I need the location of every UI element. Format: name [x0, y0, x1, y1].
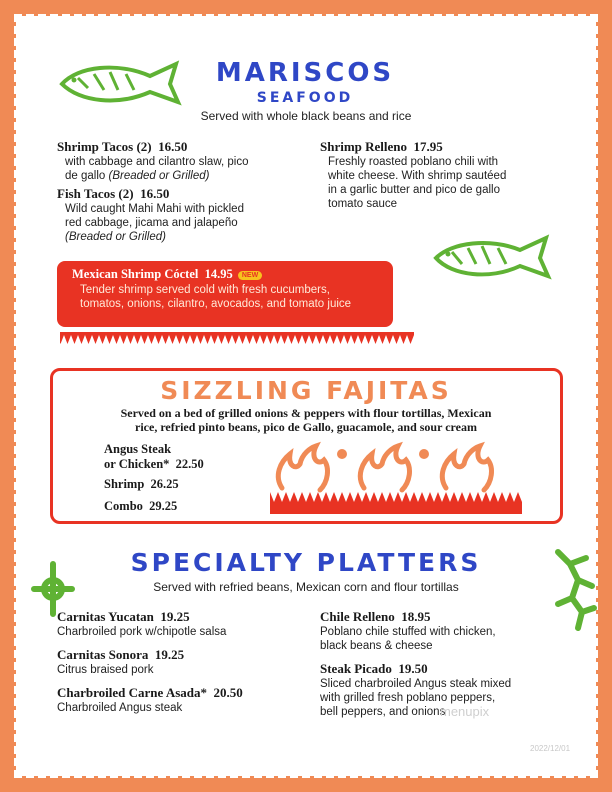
menu-item-shrimp-tacos — [57, 139, 248, 183]
item-price: 19.50 — [398, 661, 428, 676]
section-subtitle-seafood: SEAFOOD — [256, 90, 354, 106]
item-price: 17.95 — [413, 139, 443, 154]
item-note: (Breaded or Grilled) — [65, 231, 166, 243]
watermark: menupix — [440, 704, 490, 719]
item-name-2: or Chicken* — [104, 457, 170, 471]
item-name: Carnitas Yucatan — [57, 609, 154, 624]
item-name: Fish Tacos (2) — [57, 186, 134, 201]
menu-item-angus-steak — [104, 442, 204, 472]
section-title-mariscos: MARISCOS — [215, 58, 395, 88]
item-desc: Poblano chile stuffed with chicken, black beans & cheese — [320, 626, 496, 652]
mariscos-tagline: Served with whole black beans and rice — [200, 109, 412, 123]
item-desc: Sliced charbroiled Angus steak mixed with grilled fresh poblano peppers, bell peppers, and onions — [320, 678, 512, 718]
fish-icon — [432, 234, 554, 282]
item-price: 16.50 — [140, 186, 170, 201]
fish-icon — [58, 58, 186, 108]
menu-item-chile-relleno — [320, 609, 496, 653]
flames-icon — [270, 440, 522, 514]
item-name: Steak Picado — [320, 661, 392, 676]
item-price: 16.50 — [158, 139, 188, 154]
new-badge: NEW — [238, 271, 262, 280]
item-name: Shrimp Relleno — [320, 139, 408, 154]
item-name: Mexican Shrimp Cóctel — [72, 267, 199, 281]
item-desc: with cabbage and cilantro slaw, pico de gallo (Breaded or Grilled) — [65, 156, 249, 182]
item-name: Chile Relleno — [320, 609, 395, 624]
menu-item-shrimp-fajitas — [104, 477, 179, 492]
item-price: 20.50 — [213, 685, 243, 700]
item-price: 19.25 — [160, 609, 190, 624]
menu-item-fish-tacos — [57, 186, 244, 244]
menu-item-carne-asada — [57, 685, 243, 715]
item-note: (Breaded or Grilled) — [108, 170, 210, 182]
menu-item-carnitas-sonora — [57, 647, 184, 677]
item-name: Shrimp — [104, 477, 145, 491]
item-desc: Charbroiled pork w/chipotle salsa — [57, 626, 227, 638]
item-price: 19.25 — [154, 647, 185, 662]
item-price: 29.25 — [149, 499, 178, 513]
item-price: 22.50 — [175, 457, 204, 471]
item-name: Carnitas Sonora — [57, 647, 149, 662]
section-title-platters: SPECIALTY PLATTERS — [130, 548, 482, 577]
menu-item-carnitas-yucatan — [57, 609, 226, 639]
item-price: 18.95 — [401, 609, 431, 624]
menu-item-combo-fajitas — [104, 499, 177, 514]
item-name: Combo — [104, 499, 143, 513]
item-name: Angus Steak — [104, 442, 172, 456]
item-name: Charbroiled Carne Asada* — [57, 685, 207, 700]
item-desc: Wild caught Mahi Mahi with pickled red cabbage, jicama and jalapeño (Breaded or Grilled) — [65, 203, 244, 243]
fajitas-tagline: Served on a bed of grilled onions & peppers with flour tortillas, Mexican rice, refried pinto beans, pico de Gallo, guacamole, and sour cream — [120, 406, 492, 434]
menu-item-shrimp-relleno — [320, 139, 506, 211]
lizard-icon — [548, 546, 598, 632]
item-price: 14.95 — [204, 267, 233, 281]
item-name: Shrimp Tacos (2) — [57, 139, 152, 154]
decorative-fringe — [60, 332, 414, 344]
platters-tagline: Served with refried beans, Mexican corn and flour tortillas — [153, 580, 459, 594]
special-item-title — [72, 267, 262, 282]
item-desc: Charbroiled Angus steak — [57, 702, 183, 714]
item-price: 26.25 — [150, 477, 179, 491]
section-title-fajitas: SIZZLING FAJITAS — [160, 376, 452, 405]
item-desc: Citrus braised pork — [57, 664, 154, 676]
footer-code: 2022/12/01 — [530, 744, 571, 753]
item-desc: Freshly roasted poblano chili with white cheese. With shrimp sautéed in a garlic butter and pico de gallo tomato sauce — [328, 156, 507, 210]
special-item-desc: Tender shrimp served cold with fresh cucumbers, tomatos, onions, cilantro, avocados, and tomato juice — [80, 284, 352, 310]
